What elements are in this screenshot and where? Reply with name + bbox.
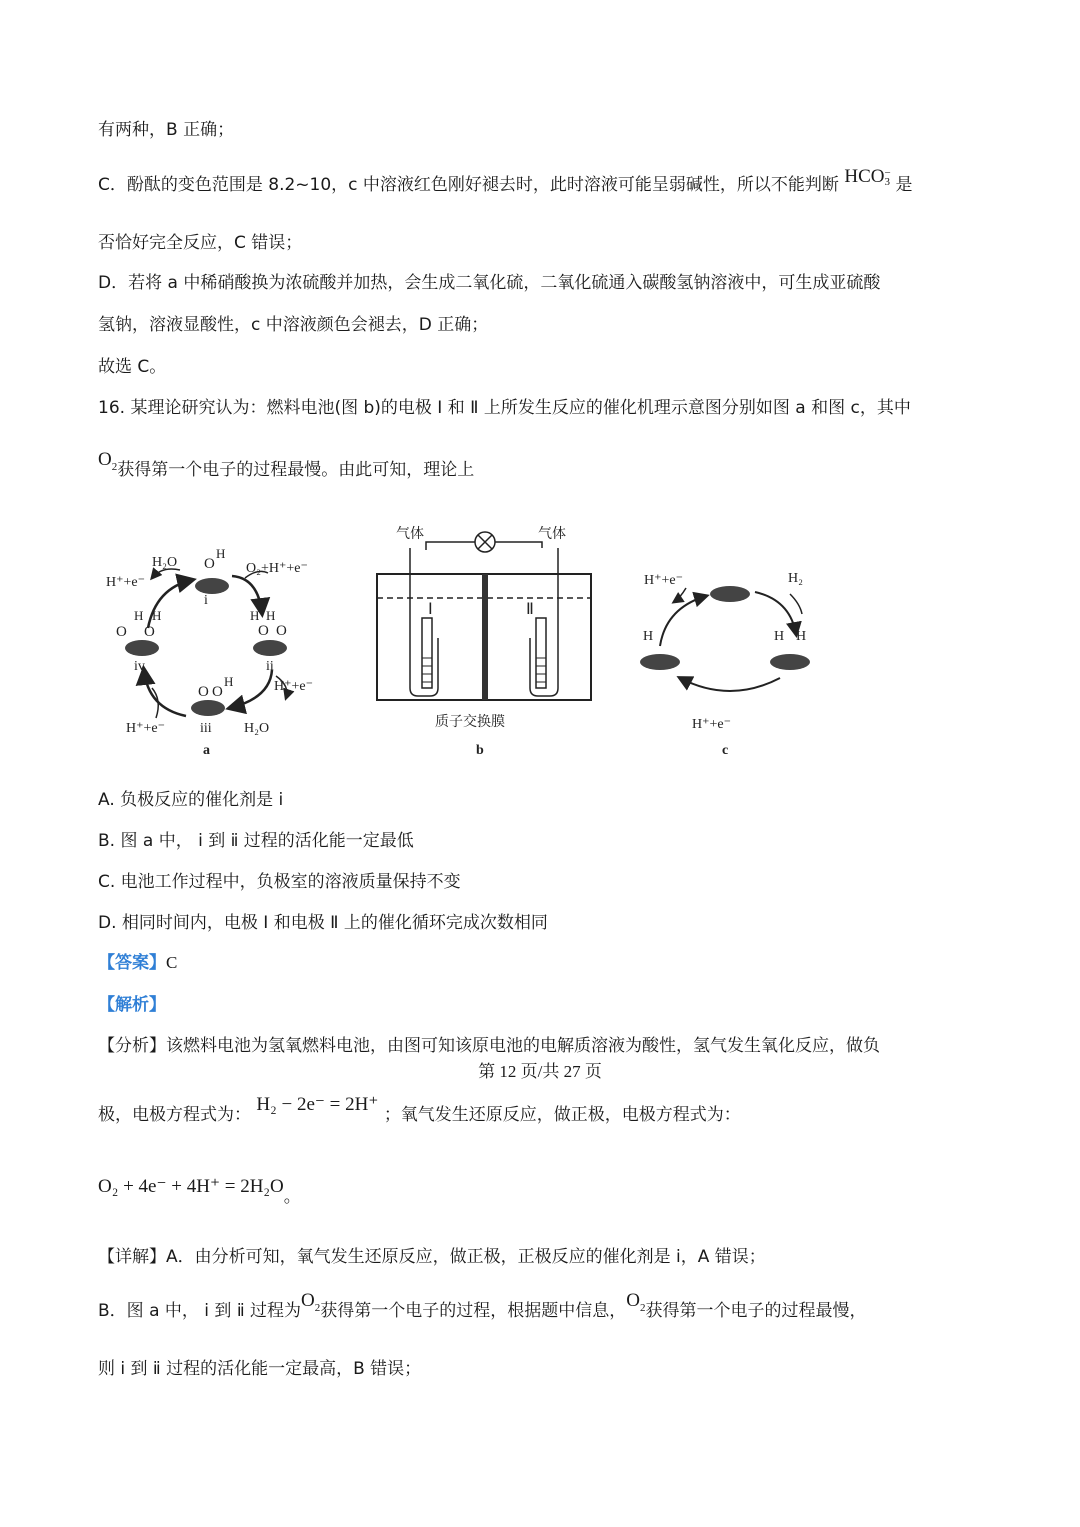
catalyst-c-left <box>640 654 680 670</box>
svg-text:O: O <box>204 556 215 572</box>
figure-abc <box>100 518 840 763</box>
svg-text:Ⅱ: Ⅱ <box>526 601 534 618</box>
svg-text:a: a <box>203 743 210 758</box>
answer-value: C <box>166 953 178 972</box>
svg-text:H⁺+e⁻: H⁺+e⁻ <box>692 717 731 732</box>
svg-text:c: c <box>722 743 729 758</box>
figure-a <box>106 546 313 758</box>
electrode-eq-line: 极，电极方程式为： H₂ − 2e⁻ = 2H⁺ ；氧气发生还原反应，做正极，电极方程式为： <box>98 1094 741 1125</box>
equation-positive-line: O₂ + 4e⁻ + 4H⁺ = 2H₂O。 <box>98 1176 301 1207</box>
option-d: D. 相同时间内，电极 Ⅰ 和电极 Ⅱ 上的催化循环完成次数相同 <box>98 913 548 933</box>
figure-c <box>640 571 810 758</box>
svg-text:H₂O: H₂O <box>152 555 178 570</box>
catalyst-iv <box>125 640 159 656</box>
svg-text:O: O <box>258 623 269 639</box>
answer-tag: 【答案】 <box>98 953 166 973</box>
svg-text:质子交换膜: 质子交换膜 <box>435 714 505 730</box>
membrane <box>482 574 488 700</box>
svg-text:H: H <box>216 546 226 561</box>
svg-text:气体: 气体 <box>538 526 566 542</box>
svg-text:O₂+H⁺+e⁻: O₂+H⁺+e⁻ <box>246 561 308 576</box>
svg-text:O: O <box>116 624 127 640</box>
o2-formula: $O_2$ <box>98 449 118 473</box>
option-c-explain <box>98 166 913 196</box>
explain-b-line-2: 则 ⅰ 到 ⅱ 过程的活化能一定最高，B 错误； <box>98 1359 422 1379</box>
svg-text:H: H <box>266 608 276 623</box>
equation-negative: H₂ − 2e⁻ = 2H⁺ <box>256 1094 379 1115</box>
text-line-5: 氢钠，溶液显酸性，c 中溶液颜色会褪去，D 正确； <box>98 315 489 335</box>
explain-b-line: B．图 a 中， ⅰ 到 ⅱ 过程为$O_2$获得第一个电子的过程，根据题中信息，$O_2$获得第一个电子的过程最慢， <box>98 1290 867 1321</box>
svg-text:H⁺+e⁻: H⁺+e⁻ <box>106 575 145 590</box>
svg-text:H: H <box>250 608 260 623</box>
option-d-explain: D．若将 a 中稀硝酸换为浓硫酸并加热，会生成二氧化硫，二氧化硫通入碳酸氢钠溶液中，可生成亚硫酸 <box>98 273 881 293</box>
catalyst-iii <box>191 700 225 716</box>
xiangjie-line: 【详解】A．由分析可知，氧气发生还原反应，做正极，正极反应的催化剂是 ⅰ，A 错误； <box>98 1247 766 1267</box>
figure-b <box>377 525 591 758</box>
svg-text:H: H <box>224 674 234 689</box>
page-footer: 第 12 页/共 27 页 <box>478 1062 602 1081</box>
svg-text:O: O <box>144 624 155 640</box>
svg-text:H: H <box>152 608 162 623</box>
fenxi-line: 【分析】该燃料电池为氢氧燃料电池，由图可知该原电池的电解质溶液为酸性，氢气发生氧化反应，做负 <box>98 1036 880 1056</box>
option-c-text: C．酚酞的变色范围是 8.2~10，c 中溶液红色刚好褪去时，此时溶液可能呈弱碱性，所以不能判断 <box>98 175 839 195</box>
svg-text:H: H <box>643 629 654 644</box>
catalyst-c-top <box>710 586 750 602</box>
svg-text:Ⅰ: Ⅰ <box>428 601 433 618</box>
svg-text:H: H <box>774 629 785 644</box>
catalyst-c-right <box>770 654 810 670</box>
svg-text:b: b <box>476 743 484 758</box>
svg-text:H⁺+e⁻: H⁺+e⁻ <box>644 573 683 588</box>
option-a: A. 负极反应的催化剂是 ⅰ <box>98 790 284 810</box>
svg-text:H₂: H₂ <box>788 571 803 586</box>
svg-text:H: H <box>134 608 144 623</box>
svg-text:ii: ii <box>266 659 274 674</box>
option-c: C. 电池工作过程中，负极室的溶液质量保持不变 <box>98 872 461 892</box>
svg-text:O: O <box>276 623 287 639</box>
svg-text:O: O <box>212 684 223 700</box>
hco3-formula: HCO − 3 <box>844 166 891 188</box>
catalyst-ii <box>253 640 287 656</box>
option-b: B. 图 a 中， ⅰ 到 ⅱ 过程的活化能一定最低 <box>98 831 414 851</box>
svg-text:H: H <box>796 629 807 644</box>
svg-text:气体: 气体 <box>396 526 424 542</box>
text-line-1: 有两种，B 正确； <box>98 120 235 140</box>
catalyst-i <box>195 578 229 594</box>
svg-text:O: O <box>198 684 209 700</box>
svg-text:H₂O: H₂O <box>244 721 270 736</box>
analysis-tag: 【解析】 <box>98 995 166 1015</box>
svg-text:iv: iv <box>134 659 145 674</box>
svg-text:H⁺+e⁻: H⁺+e⁻ <box>126 721 165 736</box>
answer-line <box>98 948 177 973</box>
question-16: 16. 某理论研究认为：燃料电池(图 b)的电极 Ⅰ 和 Ⅱ 上所发生反应的催化机理示意图分别如图 a 和图 c，其中 <box>98 398 911 418</box>
svg-text:i: i <box>204 593 208 608</box>
question-16-cont: $O_2$获得第一个电子的过程最慢。由此可知，理论上 <box>98 449 475 480</box>
option-c-tail: 是 <box>895 175 913 195</box>
svg-text:iii: iii <box>200 721 212 736</box>
equation-positive: O₂ + 4e⁻ + 4H⁺ = 2H₂O <box>98 1176 284 1197</box>
text-line-3: 否恰好完全反应，C 错误； <box>98 233 303 253</box>
svg-text:H⁺+e⁻: H⁺+e⁻ <box>274 679 313 694</box>
text-line-6: 故选 C。 <box>98 357 167 377</box>
